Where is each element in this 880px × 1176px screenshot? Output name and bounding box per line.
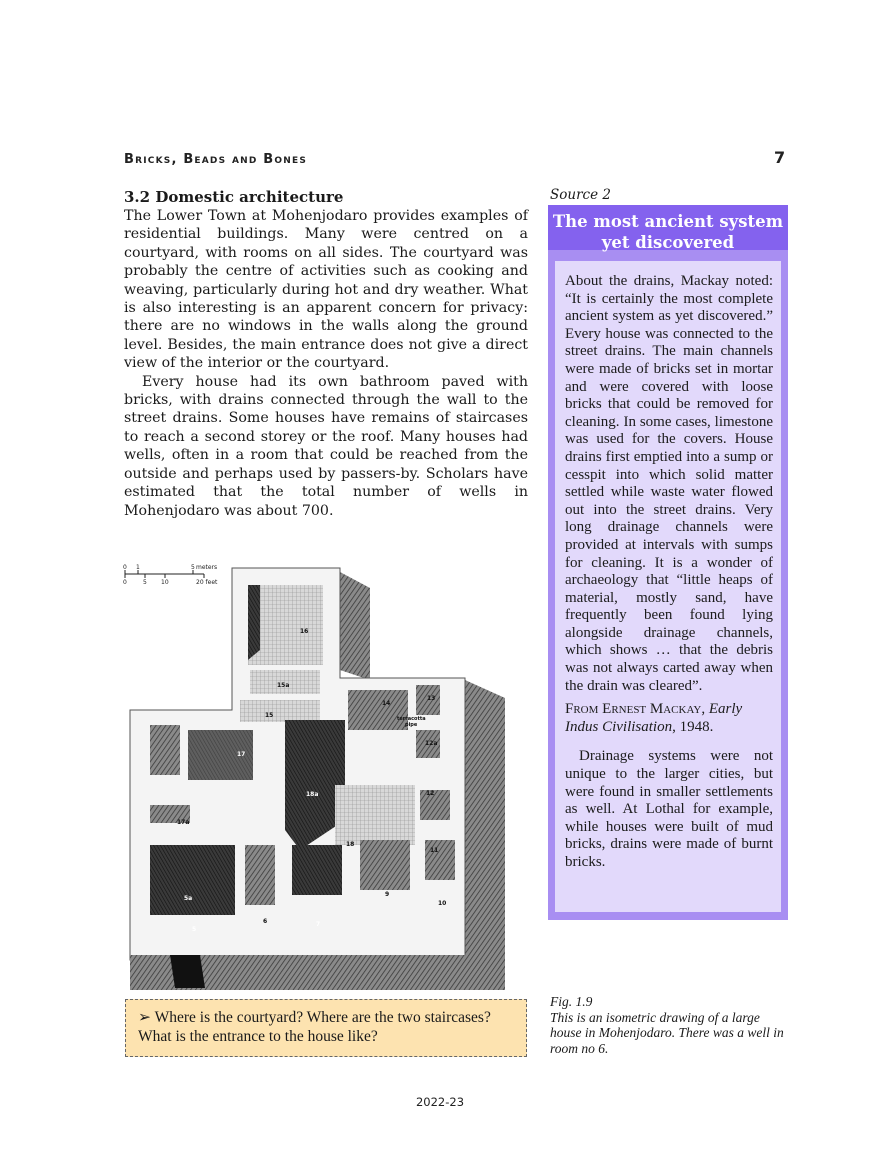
source-paragraph: About the drains, Mackay noted: “It is certainly the most complete ancient system as yet discovered.” Every house was connected to the street drains. The main channels were made of bricks set in mortar and were covered with loose bricks that could be removed for cleaning. In some cases, limestone was used for the covers. House drains first emptied into a sump or cesspit into which solid matter settled while waste water flowed out into the street drains. Very long drainage channels were provided at intervals with sumps for cleaning. It is a wonder of archaeology that “little heaps of material, mostly sand, have frequently been found lying alongside drainage channels, which shows … that the debris was not always carted away when the drain was cleared”.	[565, 273, 773, 694]
svg-text:11: 11	[430, 847, 439, 854]
svg-text:0: 0	[123, 579, 127, 586]
arrow-icon: ➢	[138, 1009, 151, 1026]
svg-text:12a: 12a	[425, 740, 438, 747]
figure-caption	[550, 994, 790, 1056]
source-paragraph: Drainage systems were not unique to the larger cities, but were found in smaller settlements as well. At Lothal for example, while houses were built of mud bricks, drains were made of burnt bricks.	[565, 748, 773, 870]
source-box	[548, 205, 788, 920]
svg-text:5: 5	[191, 564, 195, 571]
source-citation: From Ernest Mackay, Early Indus Civilisation, 1948.	[565, 701, 743, 735]
paragraph: The Lower Town at Mohenjodaro provides examples of residential buildings. Many were centred on a courtyard, with rooms on all sides. The courtyard was probably the centre of activities such as cooking and weaving, particularly during hot and dry weather. What is also interesting is an apparent concern for privacy: there are no windows in the walls along the ground level. Besides, the main entrance does not give a direct view of the interior or the courtyard.	[124, 208, 528, 372]
svg-text:13: 13	[427, 695, 436, 702]
source-body	[555, 261, 781, 912]
figure-number: Fig. 1.9	[550, 994, 593, 1009]
svg-text:10: 10	[161, 579, 169, 586]
house-illustration	[120, 560, 520, 990]
svg-text:9: 9	[385, 891, 390, 898]
svg-text:5: 5	[143, 579, 147, 586]
body-text	[124, 207, 528, 520]
svg-text:18: 18	[346, 841, 355, 848]
svg-text:5a: 5a	[184, 895, 193, 902]
source-title: The most ancient system yet discovered	[548, 205, 788, 250]
section-title: 3.2 Domestic architecture	[124, 188, 344, 206]
question-text: Where is the courtyard? Where are the two staircases? What is the entrance to the house like?	[138, 1009, 491, 1045]
svg-text:10: 10	[438, 900, 447, 907]
svg-text:15: 15	[265, 712, 274, 719]
footer-year: 2022-23	[415, 1095, 465, 1109]
running-head: Bricks, Beads and Bones	[124, 152, 308, 167]
question-box	[125, 999, 527, 1057]
svg-text:17: 17	[237, 751, 246, 758]
svg-text:14: 14	[382, 700, 391, 707]
svg-text:18a: 18a	[306, 791, 319, 798]
svg-text:meters: meters	[196, 564, 218, 571]
page-number: 7	[774, 148, 786, 167]
isometric-house-drawing	[120, 560, 520, 990]
svg-text:17a: 17a	[177, 819, 190, 826]
svg-text:terracotta: terracotta	[397, 716, 426, 722]
svg-text:15a: 15a	[277, 682, 290, 689]
scale-bar	[123, 564, 218, 586]
svg-text:16: 16	[300, 628, 309, 635]
figure-description: This is an isometric drawing of a large house in Mohenjodaro. There was a well in room no 6.	[550, 1009, 784, 1056]
svg-text:6: 6	[263, 918, 268, 925]
svg-text:7: 7	[316, 921, 321, 928]
svg-text:0: 0	[123, 564, 127, 571]
source-label: Source 2	[550, 187, 611, 203]
svg-text:12: 12	[426, 790, 435, 797]
svg-text:5: 5	[192, 926, 197, 933]
svg-text:1: 1	[136, 564, 140, 571]
svg-text:pipe: pipe	[405, 722, 418, 728]
svg-text:20 feet: 20 feet	[196, 579, 218, 586]
paragraph: Every house had its own bathroom paved with bricks, with drains connected through the wall to the street drains. Some houses have remains of staircases to reach a second storey or the roof. Many houses had wells, often in a room that could be reached from the outside and perhaps used by passers-by. Scholars have estimated that the total number of wells in Mohenjodaro was about 700.	[124, 373, 528, 519]
